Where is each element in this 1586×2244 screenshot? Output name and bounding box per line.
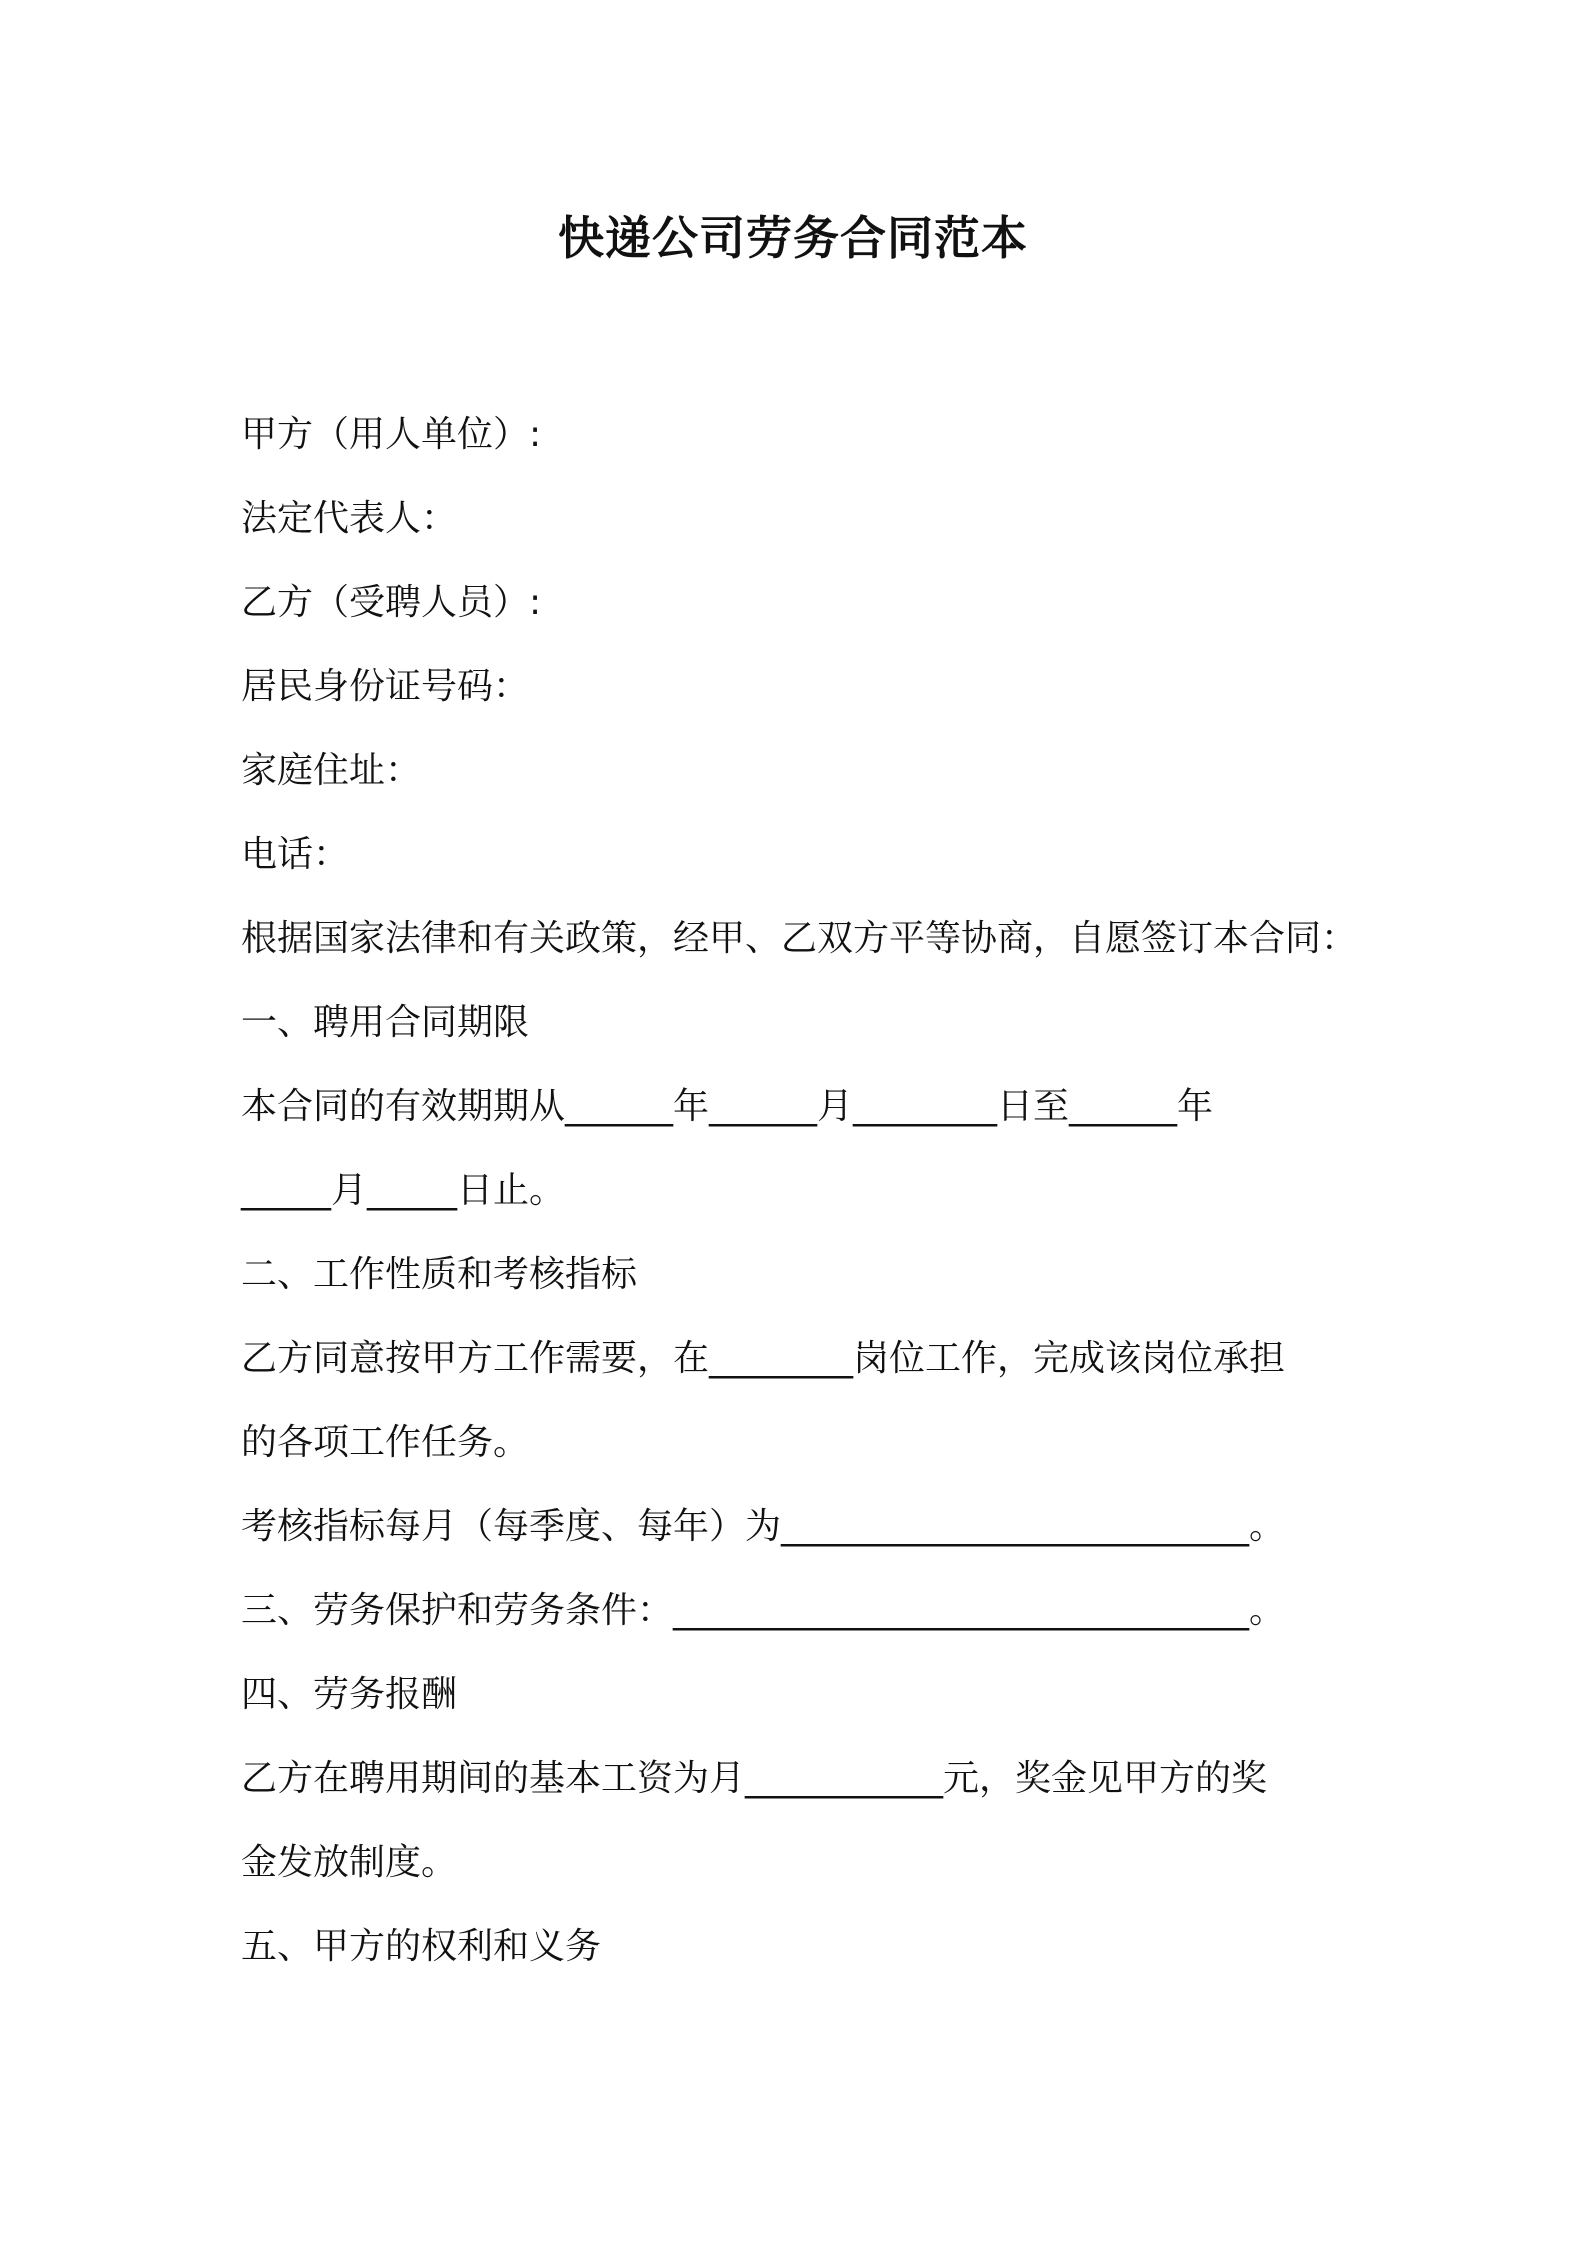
salary-line-2: 金发放制度。 — [241, 1842, 458, 1883]
job-nature-line-2: 的各项工作任务。 — [241, 1422, 530, 1463]
contract-term-line-1: 本合同的有效期期从______年______月________日至______年 — [241, 1086, 1214, 1127]
legal-representative-line: 法定代表人： — [241, 498, 458, 539]
contract-term-line-2: _____月_____日止。 — [241, 1170, 566, 1211]
assessment-line: 考核指标每月（每季度、每年）为__________________________。 — [241, 1506, 1286, 1547]
party-a-line: 甲方（用人单位）: — [241, 414, 542, 455]
section-4-heading: 四、劳务报酬 — [241, 1674, 458, 1715]
preamble-line: 根据国家法律和有关政策，经甲、乙双方平等协商，自愿签订本合同： — [241, 918, 1358, 959]
id-number-line: 居民身份证号码： — [241, 666, 530, 707]
section-2-heading: 二、工作性质和考核指标 — [241, 1254, 638, 1295]
salary-line-1: 乙方在聘用期间的基本工资为月___________元，奖金见甲方的奖 — [241, 1758, 1268, 1799]
party-b-line: 乙方（受聘人员）: — [241, 582, 542, 623]
phone-line: 电话： — [241, 834, 350, 875]
job-nature-line-1: 乙方同意按甲方工作需要，在________岗位工作，完成该岗位承担 — [241, 1338, 1286, 1379]
document-title: 快递公司劳务合同范本 — [558, 211, 1028, 265]
section-1-heading: 一、聘用合同期限 — [241, 1002, 530, 1043]
section-3-line: 三、劳务保护和劳务条件：________________________________。 — [241, 1590, 1286, 1631]
section-5-heading: 五、甲方的权利和义务 — [241, 1926, 602, 1967]
home-address-line: 家庭住址： — [241, 750, 422, 791]
